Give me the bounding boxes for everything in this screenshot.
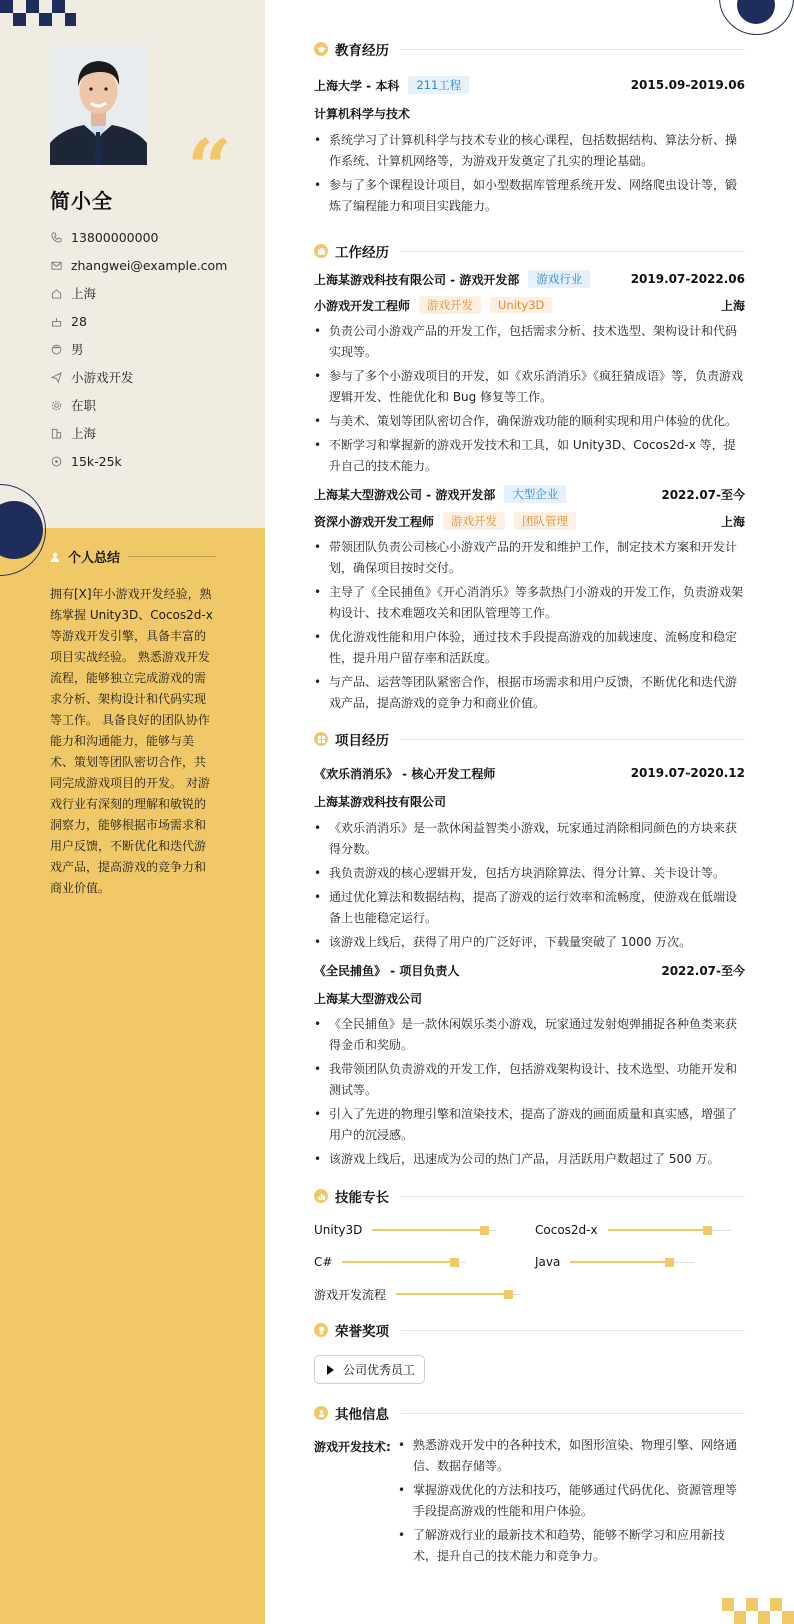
skill-track xyxy=(372,1230,496,1231)
awards-divider xyxy=(401,1330,745,1331)
mail-icon xyxy=(50,259,62,271)
age-value: 28 xyxy=(71,313,87,329)
list-item: • 熟悉游戏开发中的各种技术，如图形渲染、物理引擎、网络通信、数据存储等。 xyxy=(398,1435,745,1477)
education-date: 2015.09-2019.06 xyxy=(630,78,745,92)
list-item: • 掌握游戏优化的方法和技巧，能够通过代码优化、资源管理等手段提高游戏的性能和用户体验。 xyxy=(398,1480,745,1522)
list-item: • 与产品、运营等团队紧密合作，根据市场需求和用户反馈，不断优化和迭代游戏产品，提高游戏的竞争力和商业价值。 xyxy=(314,672,745,714)
skill-label: C# xyxy=(314,1255,333,1269)
skill-fill xyxy=(342,1261,454,1263)
job-city: 上海 xyxy=(720,298,745,313)
education-bullets xyxy=(314,130,745,220)
email-value: zhangwei@example.com xyxy=(71,257,228,273)
project-name: 《欢乐消消乐》 - 核心开发工程师 xyxy=(314,766,496,781)
education-divider xyxy=(401,49,745,50)
project-name-row xyxy=(314,764,745,782)
skill-label: Unity3D xyxy=(314,1223,363,1237)
projects-title: 项目经历 xyxy=(335,733,389,749)
skill-knob xyxy=(703,1226,712,1235)
award-label: 公司优秀员工 xyxy=(343,1363,416,1377)
project-company: 上海某大型游戏公司 xyxy=(314,991,423,1006)
list-item: • 了解游戏行业的最新技术和趋势，能够不断学习和应用新技术，提升自己的技术能力和竞争力。 xyxy=(398,1525,745,1567)
contact-gender xyxy=(50,335,227,363)
coin-icon xyxy=(50,455,62,467)
list-item: • 参与了多个小游戏项目的开发，如《欢乐消消乐》《疯狂猜成语》等，负责游戏逻辑开发、性能优化和 Bug 修复等工作。 xyxy=(314,366,745,408)
skills-divider xyxy=(401,1196,745,1197)
summary-text: 拥有[X]年小游戏开发经验，熟练掌握 Unity3D、Cocos2d-x 等游戏开发引擎，具备丰富的项目实战经验。 熟悉游戏开发流程，能够独立完成游戏的需求分析、架构设计和代码实现等工作。 具备良好的团队协作能力和沟通能力，能够与美术、策划等团队密切合作，共同完成游戏项目的开发。 对游戏行业有深刻的理解和敏锐的洞察力，能够根据市场需求和用户反馈，不断优化和迭代游戏产品，提高游戏的竞争力和商业价值。 xyxy=(50,587,213,895)
list-item: • 主导了《全民捕鱼》《开心消消乐》等多款热门小游戏的开发工作，负责游戏架构设计、技术难题攻关和团队管理等工作。 xyxy=(314,582,745,624)
user-face-icon xyxy=(50,343,62,355)
status-value: 在职 xyxy=(71,398,97,413)
phone-icon xyxy=(50,231,62,243)
skill-tag: 游戏开发 xyxy=(443,512,505,530)
education-heading xyxy=(314,39,745,59)
list-item: • 该游戏上线后，迅速成为公司的热门产品，月活跃用户数超过了 500 万。 xyxy=(314,1149,745,1170)
contact-phone xyxy=(50,223,227,251)
avatar xyxy=(50,45,147,165)
project-name: 《全民捕鱼》 - 项目负责人 xyxy=(314,963,460,978)
skill-game-dev-process xyxy=(314,1285,520,1303)
list-item: • 优化游戏性能和用户体验，通过技术手段提高游戏的加载速度、流畅度和稳定性，提升用户留存率和活跃度。 xyxy=(314,627,745,669)
skill-track xyxy=(608,1230,732,1231)
work-heading xyxy=(314,241,745,261)
list-item: • 系统学习了计算机科学与技术专业的核心课程，包括数据结构、算法分析、操作系统、计算机网络等，为游戏开发奠定了扎实的理论基础。 xyxy=(314,130,745,172)
trophy-icon xyxy=(314,1323,328,1337)
work-divider xyxy=(401,251,745,252)
skill-track xyxy=(570,1262,694,1263)
job-role-row xyxy=(314,296,745,314)
list-item: • 《欢乐消消乐》是一款休闲益智类小游戏，玩家通过消除相同颜色的方块来获得分数。 xyxy=(314,818,745,860)
profile-name: 简小全 xyxy=(50,189,113,213)
list-item: • 通过优化算法和数据结构，提高了游戏的运行效率和流畅度，使游戏在低端设备上也能稳定运行。 xyxy=(314,887,745,929)
skill-cocos2d-x xyxy=(535,1221,732,1239)
list-item: • 参与了多个课程设计项目，如小型数据库管理系统开发、网络爬虫设计等，锻炼了编程能力和项目实践能力。 xyxy=(314,175,745,217)
other-title: 其他信息 xyxy=(335,1407,389,1423)
awards-title: 荣誉奖项 xyxy=(335,1324,389,1340)
list-item: • 负责公司小游戏产品的开发工作，包括需求分析、技术选型、架构设计和代码实现等。 xyxy=(314,321,745,363)
contact-target-city xyxy=(50,419,227,447)
other-bullets xyxy=(398,1435,745,1570)
building-icon xyxy=(50,427,62,439)
job-role: 小游戏开发工程师 xyxy=(314,298,411,313)
graduation-cap-icon xyxy=(314,42,328,56)
skill-knob xyxy=(504,1290,513,1299)
contact-list xyxy=(50,223,227,475)
list-item: • 引入了先进的物理引擎和渲染技术，提高了游戏的画面质量和真实感，增强了用户的沉浸感。 xyxy=(314,1104,745,1146)
skill-unity3d xyxy=(314,1221,496,1239)
job-company-row xyxy=(314,485,745,503)
phone-value: 13800000000 xyxy=(71,229,159,245)
job-date: 2019.07-2022.06 xyxy=(630,272,745,286)
job-bullets xyxy=(314,321,745,480)
award-item[interactable] xyxy=(314,1355,425,1384)
skill-label: Cocos2d-x xyxy=(535,1223,598,1237)
list-item: • 我带领团队负责游戏的开发工作，包括游戏架构设计、技术选型、功能开发和测试等。 xyxy=(314,1059,745,1101)
skill-tag: 团队管理 xyxy=(514,512,576,530)
education-school-row xyxy=(314,76,745,94)
skill-knob xyxy=(480,1226,489,1235)
project-company-row xyxy=(314,989,745,1007)
list-item: • 该游戏上线后，获得了用户的广泛好评，下载量突破了 1000 万次。 xyxy=(314,932,745,953)
circle-decoration-top xyxy=(719,0,794,35)
home-icon xyxy=(50,287,62,299)
project-date: 2022.07-至今 xyxy=(661,963,745,978)
school-name: 上海大学 - 本科 xyxy=(314,78,400,93)
skill-fill xyxy=(570,1261,669,1263)
education-title: 教育经历 xyxy=(335,43,389,59)
briefcase-icon xyxy=(314,244,328,258)
quote-mark-icon: “ xyxy=(187,123,232,214)
list-item: • 带领团队负责公司核心小游戏产品的开发和维护工作，制定技术方案和开发计划，确保项目按时交付。 xyxy=(314,537,745,579)
list-item: • 不断学习和掌握新的游戏开发技术和工具，如 Unity3D、Cocos2d-x 等，提升自己的技术能力。 xyxy=(314,435,745,477)
gear-icon xyxy=(50,399,62,411)
list-item: • 我负责游戏的核心逻辑开发，包括方块消除算法、得分计算、关卡设计等。 xyxy=(314,863,745,884)
job-company: 上海某大型游戏公司 - 游戏开发部 xyxy=(314,487,496,502)
skill-fill xyxy=(396,1293,508,1295)
other-divider xyxy=(401,1413,745,1414)
projects-heading xyxy=(314,729,745,749)
work-title: 工作经历 xyxy=(335,245,389,261)
skill-knob xyxy=(665,1258,674,1267)
other-label: 游戏开发技术: xyxy=(314,1440,391,1454)
project-company: 上海某游戏科技有限公司 xyxy=(314,794,447,809)
skill-csharp xyxy=(314,1253,466,1271)
job-city: 上海 xyxy=(720,514,745,529)
job-role: 资深小游戏开发工程师 xyxy=(314,514,435,529)
contact-status xyxy=(50,391,227,419)
skill-label: 游戏开发流程 xyxy=(314,1287,387,1302)
checker-decoration xyxy=(0,0,76,26)
project-company-row xyxy=(314,792,745,810)
summary-divider xyxy=(128,556,216,557)
location-value: 上海 xyxy=(71,286,97,301)
project-bullets xyxy=(314,1014,745,1173)
project-name-row xyxy=(314,961,745,979)
skill-tag: Unity3D xyxy=(490,297,552,313)
send-icon xyxy=(50,371,62,383)
target-city-value: 上海 xyxy=(71,426,97,441)
school-tag: 211工程 xyxy=(408,76,469,94)
skill-tag: 游戏开发 xyxy=(419,296,481,314)
cake-icon xyxy=(50,315,62,327)
salary-value: 15k-25k xyxy=(71,453,122,469)
bar-chart-icon xyxy=(314,1189,328,1203)
project-bullets xyxy=(314,818,745,956)
skill-track xyxy=(342,1262,466,1263)
skill-knob xyxy=(450,1258,459,1267)
list-item: • 《全民捕鱼》是一款休闲娱乐类小游戏，玩家通过发射炮弹捕捉各种鱼类来获得金币和奖励。 xyxy=(314,1014,745,1056)
summary-heading xyxy=(50,547,216,566)
job-date: 2022.07-至今 xyxy=(661,487,745,502)
skill-fill xyxy=(608,1229,707,1231)
skill-track xyxy=(396,1294,520,1295)
people-icon xyxy=(314,1406,328,1420)
skill-java xyxy=(535,1253,694,1271)
contact-email xyxy=(50,251,227,279)
projects-divider xyxy=(401,739,745,740)
skill-label: Java xyxy=(535,1255,561,1269)
job-company-row xyxy=(314,270,745,288)
major-name: 计算机科学与技术 xyxy=(314,106,411,121)
skill-fill xyxy=(372,1229,484,1231)
sidebar xyxy=(0,0,265,1624)
summary-title: 个人总结 xyxy=(68,551,121,566)
user-icon xyxy=(50,552,60,562)
other-heading xyxy=(314,1403,745,1423)
play-icon xyxy=(327,1365,334,1375)
skills-title: 技能专长 xyxy=(335,1190,389,1206)
list-item: • 与美术、策划等团队密切合作，确保游戏功能的顺利实现和用户体验的优化。 xyxy=(314,411,745,432)
grid-icon xyxy=(314,732,328,746)
project-date: 2019.07-2020.12 xyxy=(630,766,745,780)
gender-value: 男 xyxy=(71,342,84,357)
industry-tag: 大型企业 xyxy=(504,485,566,503)
contact-age xyxy=(50,307,227,335)
job-target-value: 小游戏开发 xyxy=(71,370,134,385)
job-role-row xyxy=(314,512,745,530)
education-major-row xyxy=(314,104,745,122)
skills-heading xyxy=(314,1186,745,1206)
industry-tag: 游戏行业 xyxy=(528,270,590,288)
contact-job-target xyxy=(50,363,227,391)
job-company: 上海某游戏科技有限公司 - 游戏开发部 xyxy=(314,272,520,287)
contact-location xyxy=(50,279,227,307)
contact-salary xyxy=(50,447,227,475)
checker-decoration-bottom xyxy=(722,1598,794,1624)
awards-heading xyxy=(314,1320,745,1340)
job-bullets xyxy=(314,537,745,717)
